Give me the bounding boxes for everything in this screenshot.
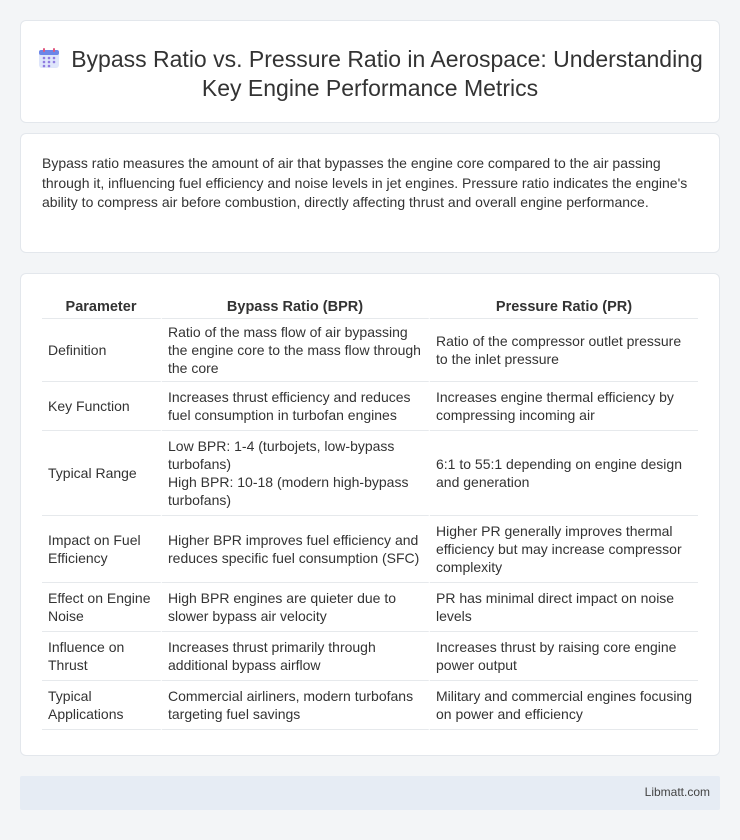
table-row [42,516,698,583]
header-parameter: Parameter [42,294,162,319]
row-bpr-value: Commercial airliners, modern turbofans targeting fuel savings [162,681,430,730]
row-parameter: Typical Range [42,431,162,516]
row-parameter: Definition [42,319,162,382]
table-header-row [42,294,698,319]
table-row [42,632,698,681]
header-pressure-ratio: Pressure Ratio (PR) [430,294,698,319]
row-bpr-value: High BPR engines are quieter due to slower bypass air velocity [162,583,430,632]
row-pr-value: Military and commercial engines focusing on power and efficiency [430,681,698,730]
comparison-card [20,273,720,756]
row-bpr-value: Low BPR: 1-4 (turbojets, low-bypass turbofans) High BPR: 10-18 (modern high-bypass turbofans) [162,431,430,516]
table-row [42,681,698,730]
row-pr-value: 6:1 to 55:1 depending on engine design and generation [430,431,698,516]
row-parameter: Impact on Fuel Efficiency [42,516,162,583]
row-bpr-value: Increases thrust efficiency and reduces fuel consumption in turbofan engines [162,382,430,431]
page-title-block [21,45,719,103]
table-row [42,431,698,516]
intro-paragraph: Bypass ratio measures the amount of air that bypasses the engine core compared to the air passing through it, influencing fuel efficiency and noise levels in jet engines. Pressure ratio indicates the engine's ability to compress air before combustion, directly affecting thrust and overall engine performance. [42,155,688,210]
table-row [42,319,698,382]
comparison-table [42,294,698,730]
intro-card [20,133,720,253]
title-card [20,20,720,123]
row-pr-value: Increases engine thermal efficiency by compressing incoming air [430,382,698,431]
footer-site-link[interactable]: Libmatt.com [644,785,710,799]
row-pr-value: Increases thrust by raising core engine power output [430,632,698,681]
row-parameter: Effect on Engine Noise [42,583,162,632]
row-bpr-value: Higher BPR improves fuel efficiency and reduces specific fuel consumption (SFC) [162,516,430,583]
row-pr-value: PR has minimal direct impact on noise levels [430,583,698,632]
header-bypass-ratio: Bypass Ratio (BPR) [162,294,430,319]
row-bpr-value: Ratio of the mass flow of air bypassing the engine core to the mass flow through the core [162,319,430,382]
row-bpr-value: Increases thrust primarily through additional bypass airflow [162,632,430,681]
page-title: Bypass Ratio vs. Pressure Ratio in Aerospace: Understanding Key Engine Performance Metrics [71,46,703,101]
table-row [42,583,698,632]
row-parameter: Key Function [42,382,162,431]
table-row [42,382,698,431]
calendar-icon [37,46,61,70]
row-pr-value: Ratio of the compressor outlet pressure to the inlet pressure [430,319,698,382]
row-pr-value: Higher PR generally improves thermal efficiency but may increase compressor complexity [430,516,698,583]
row-parameter: Typical Applications [42,681,162,730]
row-parameter: Influence on Thrust [42,632,162,681]
footer [20,776,720,810]
